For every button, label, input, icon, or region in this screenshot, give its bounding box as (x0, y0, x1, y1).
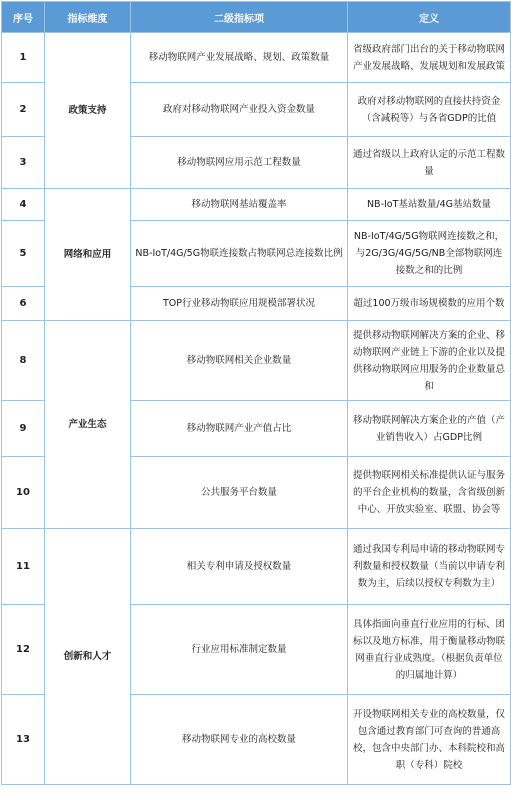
indicator-cell: 移动物联网基站覆盖率 (131, 189, 348, 221)
indicator-cell: 相关专利申请及授权数量 (131, 529, 348, 605)
header-row (2, 2, 511, 33)
definition-cell: 超过100万级市场规模数的应用个数 (348, 287, 511, 321)
header-definition: 定义 (348, 2, 511, 33)
row-number: 9 (2, 401, 45, 457)
indicator-table (1, 1, 511, 785)
definition-cell: 开设物联网相关专业的高校数量，仅包含通过教育部门可查询的普通高校，包含中央部门办、本科院校和高职（专科）院校 (348, 695, 511, 785)
indicator-cell: TOP行业移动物联应用规模部署状况 (131, 287, 348, 321)
definition-cell: 省级政府部门出台的关于移动物联网产业发展战略、发展规划和发展政策 (348, 33, 511, 83)
definition-cell: 移动物联网解决方案企业的产值（产业销售收入）占GDP比例 (348, 401, 511, 457)
indicator-cell: 移动物联网产业产值占比 (131, 401, 348, 457)
row-number: 4 (2, 189, 45, 221)
row-number: 3 (2, 137, 45, 189)
definition-cell: NB-IoT基站数量/4G基站数量 (348, 189, 511, 221)
indicator-cell: 移动物联网专业的高校数量 (131, 695, 348, 785)
row-number: 12 (2, 605, 45, 695)
indicator-cell: 行业应用标准制定数量 (131, 605, 348, 695)
definition-cell: 通过我国专利局申请的移动物联网专利数量和授权数量（当前以申请专利数为主，后续以授权专利数为主） (348, 529, 511, 605)
definition-cell: 提供移动物联网解决方案的企业、移动物联网产业链上下游的企业以及提供移动物联网应用服务的企业数量总和 (348, 321, 511, 401)
row-number: 2 (2, 83, 45, 137)
dimension-cell: 产业生态 (45, 321, 131, 529)
table-row (2, 321, 511, 401)
indicator-cell: 移动物联网产业发展战略、规划、政策数量 (131, 33, 348, 83)
header-indicator: 二级指标项 (131, 2, 348, 33)
definition-cell: 提供物联网相关标准提供认证与服务的平台企业机构的数量，含省级创新中心、开放实验室、联盟、协会等 (348, 457, 511, 529)
indicator-cell: 移动物联网应用示范工程数量 (131, 137, 348, 189)
indicator-cell: 公共服务平台数量 (131, 457, 348, 529)
table-row (2, 529, 511, 605)
dimension-cell: 政策支持 (45, 33, 131, 189)
definition-cell: NB-IoT/4G/5G物联网连接数之和，与2G/3G/4G/5G/NB全部物联网连接数之和的比例 (348, 221, 511, 287)
definition-cell: 政府对移动物联网的直接扶持资金（含减税等）与各省GDP的比值 (348, 83, 511, 137)
row-number: 1 (2, 33, 45, 83)
row-number: 13 (2, 695, 45, 785)
definition-cell: 具体指面向垂直行业应用的行标、团标以及地方标准，用于衡量移动物联网垂直行业成熟度。（根据负责单位的归属地计算） (348, 605, 511, 695)
indicator-cell: 移动物联网相关企业数量 (131, 321, 348, 401)
definition-cell: 通过省级以上政府认定的示范工程数量 (348, 137, 511, 189)
indicator-cell: 政府对移动物联网产业投入资金数量 (131, 83, 348, 137)
row-number: 5 (2, 221, 45, 287)
dimension-cell: 创新和人才 (45, 529, 131, 785)
indicator-cell: NB-IoT/4G/5G物联连接数占物联网总连接数比例 (131, 221, 348, 287)
row-number: 11 (2, 529, 45, 605)
table-row (2, 189, 511, 221)
header-index: 序号 (2, 2, 45, 33)
row-number: 8 (2, 321, 45, 401)
table-row (2, 33, 511, 83)
header-dimension: 指标维度 (45, 2, 131, 33)
dimension-cell: 网络和应用 (45, 189, 131, 321)
row-number: 6 (2, 287, 45, 321)
row-number: 10 (2, 457, 45, 529)
